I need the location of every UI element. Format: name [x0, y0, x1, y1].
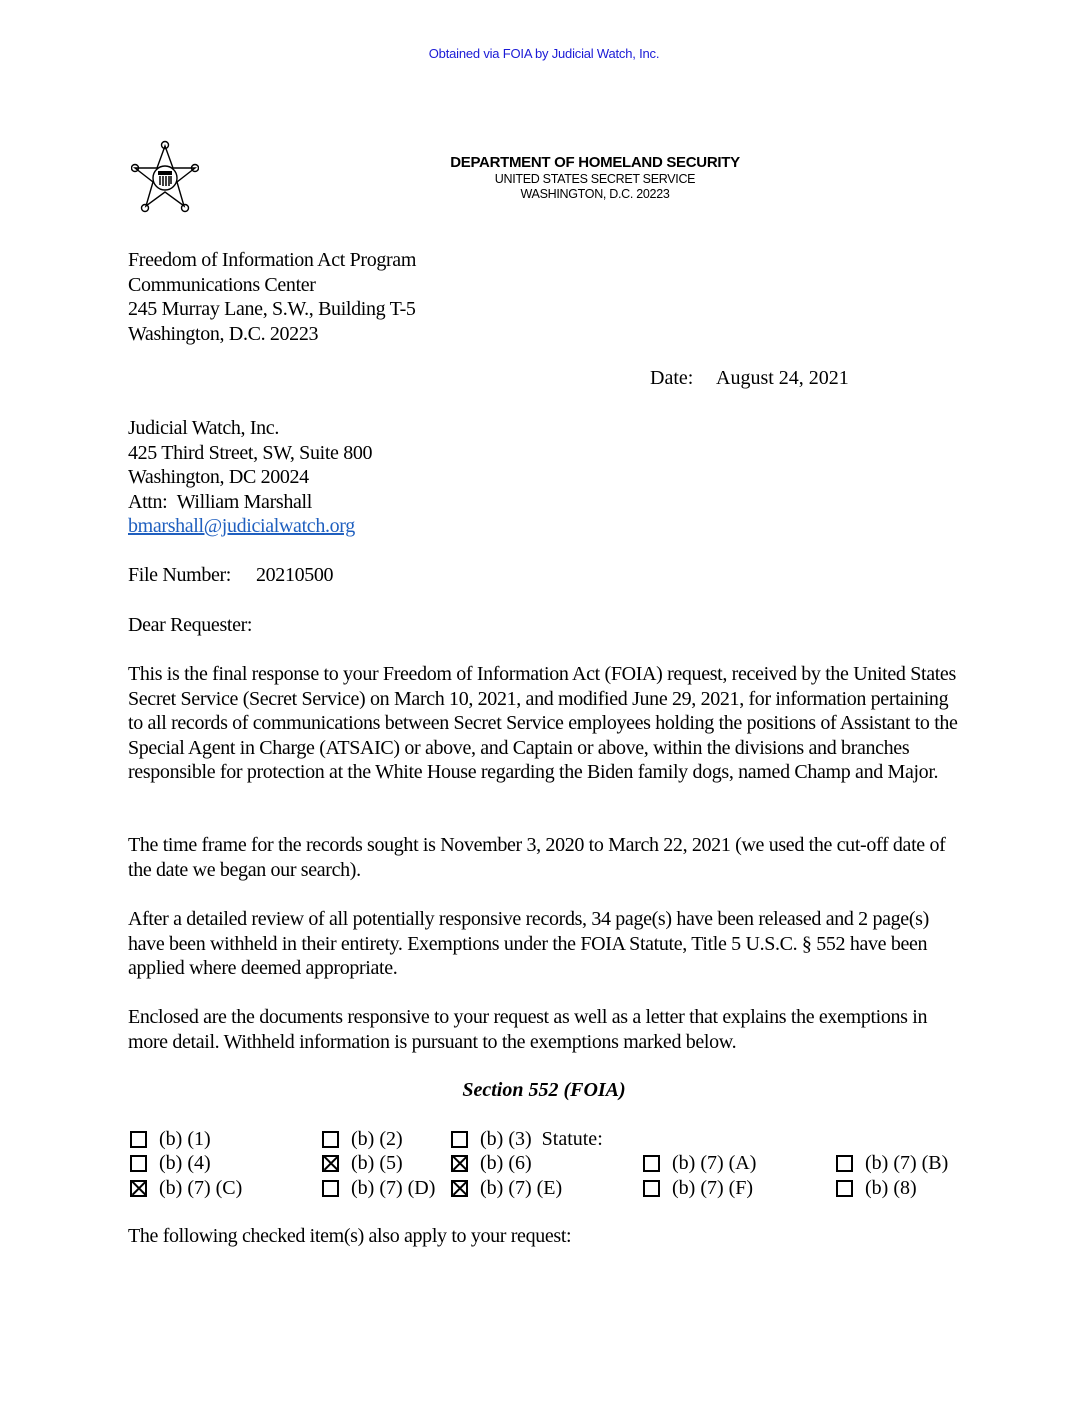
- exemption-b7a: [643, 1153, 756, 1173]
- recipient-line: 425 Third Street, SW, Suite 800: [128, 441, 373, 464]
- exemption-label: (b) (6): [480, 1152, 532, 1174]
- recipient-line: Judicial Watch, Inc.: [128, 417, 279, 439]
- exemption-b7c: [130, 1178, 242, 1198]
- department-name: DEPARTMENT OF HOMELAND SECURITY: [450, 154, 740, 171]
- sender-line: Washington, D.C. 20223: [128, 322, 319, 345]
- exemption-label: (b) (3) Statute:: [480, 1128, 603, 1150]
- exemption-b2: [322, 1129, 403, 1149]
- foia-watermark: Obtained via FOIA by Judicial Watch, Inc.: [428, 46, 660, 61]
- paragraph-request-summary: This is the final response to your Freedom of Information Act (FOIA) request, received by the United States Secret Service (Secret Service) on March 10, 2021, and modified June 29, 2021, for information pertaining to all records of communications between Secret Service employees holding the positions of Assistant to the Special Agent in Charge (ATSAIC) or above, and Captain or above, within the divisions and branches responsible for protection at the White House regarding the Biden family dogs, named Champ and Major.: [128, 663, 958, 783]
- exemption-b7f: [643, 1178, 753, 1198]
- recipient-email-link[interactable]: bmarshall@judicialwatch.org: [128, 515, 355, 537]
- agency-name: UNITED STATES SECRET SERVICE: [494, 172, 696, 186]
- sender-line: 245 Murray Lane, S.W., Building T-5: [128, 298, 416, 320]
- paragraph-time-frame: The time frame for the records sought is November 3, 2020 to March 22, 2021 (we used the cut-off date of the date we began our search).: [128, 834, 946, 881]
- unchecked-box-icon[interactable]: [322, 1131, 339, 1148]
- unchecked-box-icon[interactable]: [322, 1180, 339, 1197]
- unchecked-box-icon[interactable]: [130, 1131, 147, 1148]
- checked-box-icon[interactable]: [451, 1155, 468, 1172]
- exemption-label: (b) (5): [351, 1152, 403, 1174]
- date-value: August 24, 2021: [716, 367, 849, 389]
- agency-location: WASHINGTON, D.C. 20223: [520, 187, 670, 201]
- exemption-label: (b) (7) (B): [865, 1152, 949, 1174]
- file-number: [128, 563, 333, 588]
- exemption-b6: [451, 1153, 532, 1173]
- checked-box-icon[interactable]: [322, 1155, 339, 1172]
- exemption-label: (b) (8): [865, 1177, 917, 1199]
- unchecked-box-icon[interactable]: [643, 1180, 660, 1197]
- recipient-attn: [128, 490, 372, 515]
- unchecked-box-icon[interactable]: [130, 1155, 147, 1172]
- exemption-label: (b) (7) (D): [351, 1177, 436, 1199]
- exemption-b5: [322, 1153, 403, 1173]
- letter-date: [650, 367, 849, 390]
- date-label: Date:: [650, 367, 694, 389]
- paragraph-review-result: After a detailed review of all potentially responsive records, 34 page(s) have been released and 2 page(s) have been withheld in their entirety. Exemptions under the FOIA Statute, Title 5 U.S.C. § 552 have been applied where deemed appropriate.: [128, 908, 929, 979]
- exemption-b7e: [451, 1178, 562, 1198]
- file-number-value: 20210500: [256, 564, 334, 586]
- secret-service-star-seal-icon: [131, 140, 199, 216]
- exemption-b7d: [322, 1178, 435, 1198]
- unchecked-box-icon[interactable]: [451, 1131, 468, 1148]
- exemption-b7b: [836, 1153, 948, 1173]
- recipient-address: [128, 416, 372, 539]
- salutation: Dear Requester:: [128, 614, 253, 636]
- attn-label: Attn:: [128, 490, 168, 513]
- sender-line: Freedom of Information Act Program: [128, 249, 417, 271]
- exemption-label: (b) (2): [351, 1128, 403, 1150]
- exemption-b8: [836, 1178, 917, 1198]
- exemption-label: (b) (4): [159, 1152, 211, 1174]
- exemption-b3: [451, 1129, 603, 1149]
- following-items-text: The following checked item(s) also apply to your request:: [128, 1225, 572, 1247]
- unchecked-box-icon[interactable]: [643, 1155, 660, 1172]
- exemption-label: (b) (7) (A): [672, 1152, 757, 1174]
- section-552-title: Section 552 (FOIA): [462, 1079, 626, 1101]
- letterhead: [360, 154, 830, 202]
- attn-name: William Marshall: [176, 490, 312, 513]
- checked-box-icon[interactable]: [130, 1180, 147, 1197]
- exemption-label: (b) (7) (C): [159, 1177, 243, 1199]
- sender-address: [128, 248, 416, 346]
- sender-line: Communications Center: [128, 273, 316, 296]
- exemption-b1: [130, 1129, 211, 1149]
- checked-box-icon[interactable]: [451, 1180, 468, 1197]
- unchecked-box-icon[interactable]: [836, 1155, 853, 1172]
- exemption-label: (b) (7) (F): [672, 1177, 754, 1199]
- unchecked-box-icon[interactable]: [836, 1180, 853, 1197]
- exemption-b4: [130, 1153, 211, 1173]
- recipient-line: Washington, DC 20024: [128, 466, 309, 488]
- paragraph-enclosure: Enclosed are the documents responsive to your request as well as a letter that explains the exemptions in more detail. Withheld information is pursuant to the exemptions marked below.: [128, 1006, 928, 1053]
- exemption-label: (b) (1): [159, 1128, 211, 1150]
- exemption-label: (b) (7) (E): [480, 1177, 563, 1199]
- file-number-label: File Number:: [128, 564, 232, 586]
